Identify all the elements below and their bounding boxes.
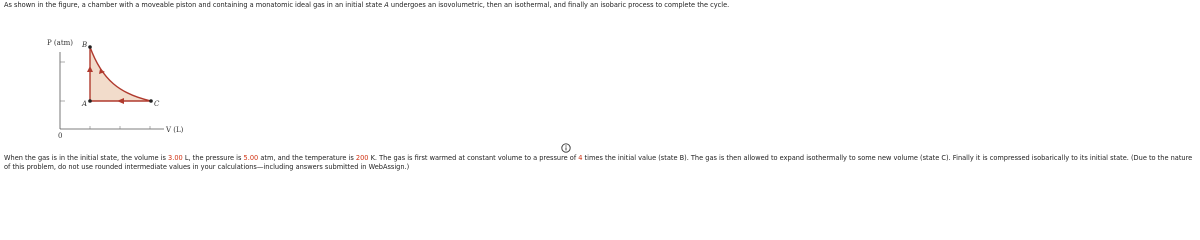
point-c (149, 99, 153, 103)
volume-value: 3.00 (168, 154, 183, 162)
point-b-label: B (82, 41, 88, 49)
point-a (88, 99, 92, 103)
x-axis-label: V (L) (166, 126, 184, 134)
temperature-value: 200 (355, 154, 369, 162)
intro-state-a: A (384, 1, 389, 9)
pressure-factor-value: 4 (578, 154, 583, 162)
intro-text-part2: undergoes an isovolumetric, then an isothermal, and finally an isobaric process to complete the cycle. (388, 1, 730, 9)
problem-part6: ). The gas is then allowed to expand isothermally to some new volume (state (684, 154, 942, 162)
problem-state-c: C (941, 154, 947, 162)
problem-part2: L, the pressure is (182, 154, 244, 162)
intro-text (4, 1, 729, 10)
problem-part1: When the gas is in the initial state, the volume is (4, 154, 169, 162)
cycle-area (90, 47, 151, 101)
problem-part5: times the initial value (state (582, 154, 680, 162)
problem-part4: K. The gas is first warmed at constant volume to a pressure of (368, 154, 579, 162)
y-axis-label: P (atm) (47, 39, 74, 47)
problem-text (4, 154, 1196, 172)
problem-part3: atm, and the temperature is (258, 154, 356, 162)
problem-state-b: B (679, 154, 685, 162)
origin-label: 0 (58, 132, 63, 140)
point-a-label: A (82, 100, 88, 108)
pv-diagram (40, 36, 184, 146)
pressure-value: 5.00 (243, 154, 259, 162)
intro-text-part1: As shown in the figure, a chamber with a moveable piston and containing a monatomic ideal gas in an initial state (4, 1, 385, 9)
point-c-label: C (154, 100, 160, 108)
info-icon[interactable] (561, 138, 571, 148)
point-b (88, 45, 92, 49)
problem-part7: ). Finally it is compressed isobarically to its initial state. (Due to the nature of this problem, do not use rounded intermediate values in your calculations—including answers submitted in WebAssign.) (4, 154, 1193, 171)
pv-diagram-svg (40, 36, 184, 146)
